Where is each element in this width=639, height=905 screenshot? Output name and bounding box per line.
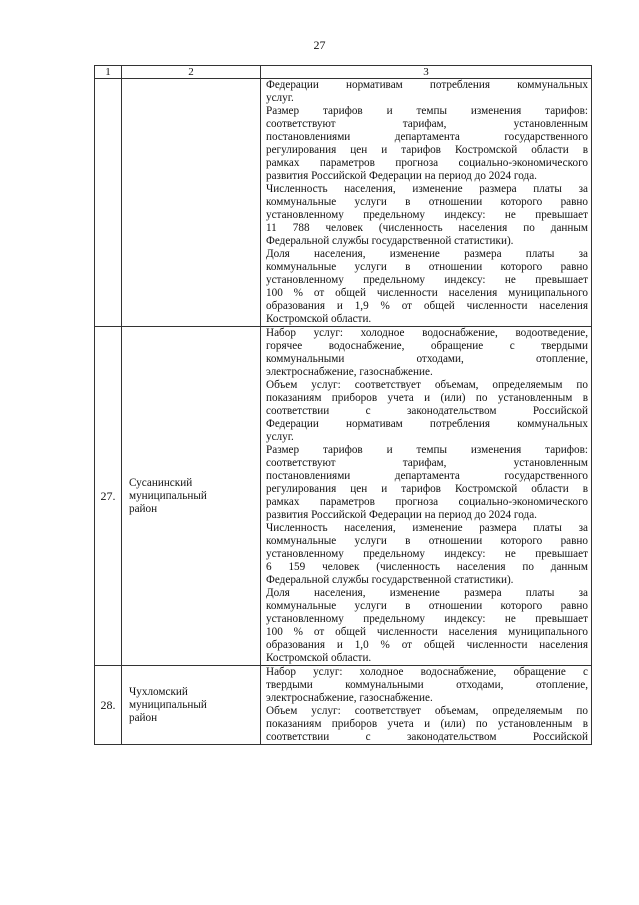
district-name-line: район <box>129 711 158 724</box>
text-line: коммунальные услуги в отношении которого равно <box>266 600 588 612</box>
text-line: 100 % от общей численности населения муниципального <box>266 287 588 299</box>
text-line: услуг. <box>266 431 294 443</box>
description-cell <box>261 79 592 327</box>
header-cell-3: 3 <box>261 66 592 79</box>
text-line: Объем услуг: соответствует объемам, определяемым по <box>266 705 588 717</box>
text-line: Набор услуг: холодное водоснабжение, обращение с <box>266 666 588 678</box>
district-name <box>122 666 261 745</box>
text-line: услуг. <box>266 92 294 104</box>
text-line: Численность населения, изменение размера платы за <box>266 522 588 534</box>
text-line: коммунальными отходами, отопление, <box>266 353 588 365</box>
text-line: установленному предельному индексу: не превышает <box>266 613 588 625</box>
text-line: постановлениями департамента государственного <box>266 131 588 143</box>
row-number: 28. <box>95 666 122 745</box>
district-name-line: Чухломский <box>129 685 188 698</box>
text-line: образования и 1,0 % от общей численности населения <box>266 639 588 651</box>
text-line: соответствии с законодательством Российской <box>266 405 588 417</box>
text-line: твердыми коммунальными отходами, отопление, <box>266 679 588 691</box>
text-line: показаниям приборов учета и (или) по установленным в <box>266 718 588 730</box>
text-line: соответствуют тарифам, установленным <box>266 118 588 130</box>
district-name-line: Сусанинский <box>129 476 193 489</box>
text-line: соответствуют тарифам, установленным <box>266 457 588 469</box>
text-line: развития Российской Федерации на период до 2024 года. <box>266 509 537 521</box>
text-line: рамках параметров прогноза социально-экономического <box>266 157 588 169</box>
text-line: Федеральной службы государственной статистики). <box>266 235 514 247</box>
text-line: Набор услуг: холодное водоснабжение, водоотведение, <box>266 327 588 339</box>
district-name <box>122 327 261 666</box>
text-line: Костромской области. <box>266 652 372 664</box>
district-name <box>122 79 261 327</box>
text-line: образования и 1,9 % от общей численности населения <box>266 300 588 312</box>
text-line: Доля населения, изменение размера платы за <box>266 587 588 599</box>
table-row <box>95 666 592 745</box>
text-line: электроснабжение, газоснабжение. <box>266 366 433 378</box>
text-line: установленному предельному индексу: не превышает <box>266 548 588 560</box>
text-line: 100 % от общей численности населения муниципального <box>266 626 588 638</box>
text-line: Размер тарифов и темпы изменения тарифов: <box>266 444 588 456</box>
row-number <box>95 79 122 327</box>
table-row <box>95 79 592 327</box>
district-name-line: район <box>129 502 158 515</box>
district-name-line: муниципальный <box>129 489 207 502</box>
document-table <box>94 65 592 745</box>
text-line: Федерации нормативам потребления коммунальных <box>266 79 588 91</box>
text-line: Размер тарифов и темпы изменения тарифов: <box>266 105 588 117</box>
text-line: Объем услуг: соответствует объемам, определяемым по <box>266 379 588 391</box>
text-line: развития Российской Федерации на период до 2024 года. <box>266 170 537 182</box>
text-line: Костромской области. <box>266 313 372 325</box>
district-name-line: муниципальный <box>129 698 207 711</box>
text-line: регулирования цен и тарифов Костромской области в <box>266 483 588 495</box>
table-header-row <box>95 66 592 79</box>
text-line: коммунальные услуги в отношении которого равно <box>266 535 588 547</box>
row-number: 27. <box>95 327 122 666</box>
text-line: коммунальные услуги в отношении которого равно <box>266 196 588 208</box>
text-line: соответствии с законодательством Российской <box>266 731 588 743</box>
description-cell <box>261 327 592 666</box>
text-line: установленному предельному индексу: не превышает <box>266 274 588 286</box>
text-line: рамках параметров прогноза социально-экономического <box>266 496 588 508</box>
text-line: регулирования цен и тарифов Костромской области в <box>266 144 588 156</box>
text-line: Федерации нормативам потребления коммунальных <box>266 418 588 430</box>
text-line: Численность населения, изменение размера платы за <box>266 183 588 195</box>
text-line: показаниям приборов учета и (или) по установленным в <box>266 392 588 404</box>
header-cell-2: 2 <box>122 66 261 79</box>
text-line: горячее водоснабжение, обращение с твердыми <box>266 340 588 352</box>
text-line: электроснабжение, газоснабжение. <box>266 692 433 704</box>
text-line: установленному предельному индексу: не превышает <box>266 209 588 221</box>
text-line: 6 159 человек (численность населения по данным <box>266 561 588 573</box>
page-number: 27 <box>313 38 326 52</box>
text-line: постановлениями департамента государственного <box>266 470 588 482</box>
table-row <box>95 327 592 666</box>
text-line: 11 788 человек (численность населения по данным <box>266 222 588 234</box>
description-cell <box>261 666 592 745</box>
text-line: Федеральной службы государственной статистики). <box>266 574 514 586</box>
header-cell-1: 1 <box>95 66 122 79</box>
text-line: Доля населения, изменение размера платы за <box>266 248 588 260</box>
text-line: коммунальные услуги в отношении которого равно <box>266 261 588 273</box>
